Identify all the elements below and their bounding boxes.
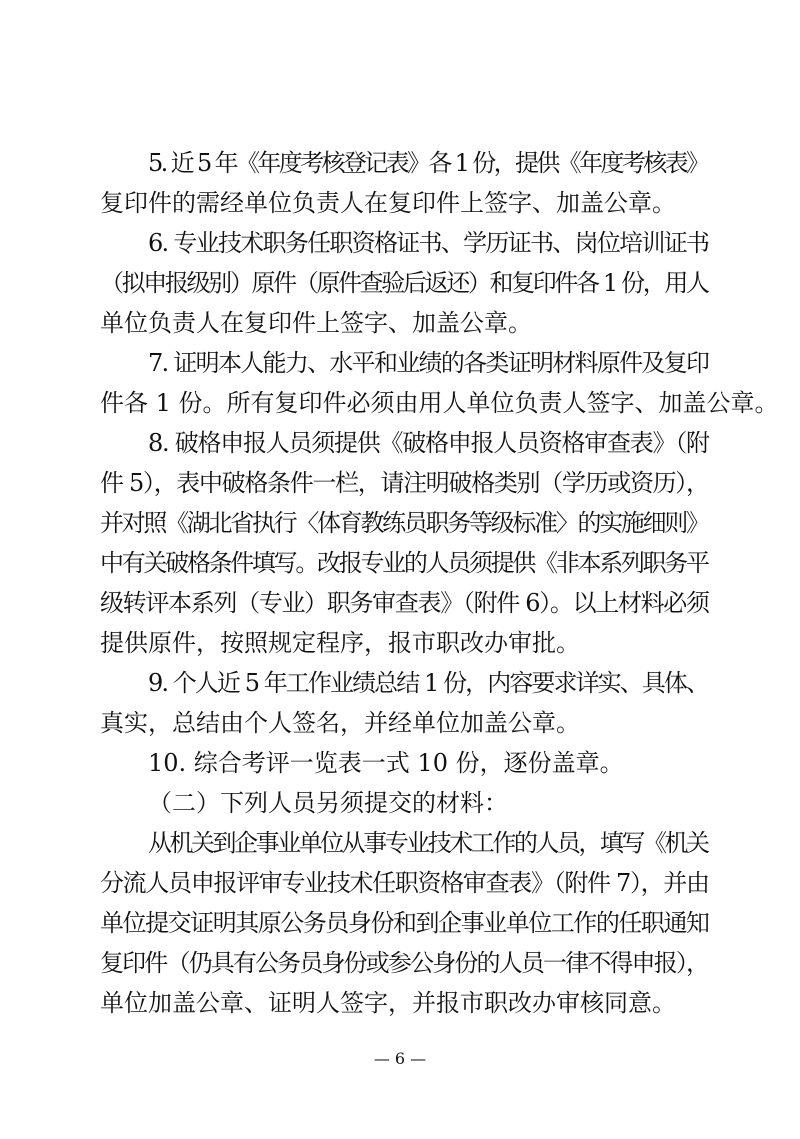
text-line: 真实，总结由个人签名，并经单位加盖公章。 (100, 709, 580, 737)
text-line: 单位提交证明其原公务员身份和到企事业单位工作的任职通知 (100, 909, 709, 937)
paragraph-item-6 (100, 223, 710, 343)
text-line: 件各 1 份。所有复印件必须由用人单位负责人签字、加盖公章。 (100, 389, 779, 417)
section-heading (100, 783, 710, 823)
text-line: 5. 近 5 年《年度考核登记表》各 1 份，提供《年度考核表》 (148, 149, 708, 177)
paragraph-item-9 (100, 663, 710, 743)
text-line: 复印件（仍具有公务员身份或参公身份的人员一律不得申报）， (100, 949, 709, 977)
text-line: 并对照《湖北省执行〈体育教练员职务等级标准〉的实施细则》 (100, 509, 708, 537)
text-line: 9. 个人近 5 年工作业绩总结 1 份，内容要求详实、具体、 (148, 669, 709, 697)
text-line: （拟申报级别）原件（原件查验后返还）和复印件各 1 份，用人 (100, 269, 708, 297)
text-line: 单位加盖公章、证明人签字，并报市职改办审核同意。 (100, 989, 676, 1017)
text-line: 提供原件，按照规定程序，报市职改办审批。 (100, 629, 580, 657)
paragraph-item-7 (100, 343, 779, 423)
text-line: 单位负责人在复印件上签字、加盖公章。 (100, 309, 532, 337)
page-number: — 6 — (373, 1049, 427, 1068)
text-line: 7. 证明本人能力、水平和业绩的各类证明材料原件及复印 (148, 349, 709, 377)
text-line: 分流人员申报评审专业技术任职资格审查表》（附件 7），并由 (100, 869, 709, 897)
section-heading-text: （二）下列人员另须提交的材料： (148, 789, 508, 817)
text-line: 中有关破格条件填写。改报专业的人员须提供《非本系列职务平 (100, 549, 708, 577)
text-line: 复印件的需经单位负责人在复印件上签字、加盖公章。 (100, 189, 676, 217)
document-body (100, 143, 779, 1023)
paragraph-item-5 (100, 143, 710, 223)
text-line: 10. 综合考评一览表一式 10 份，逐份盖章。 (148, 749, 624, 777)
paragraph-item-10 (100, 743, 710, 783)
paragraph-item-8 (100, 423, 710, 663)
text-line: 6. 专业技术职务任职资格证书、学历证书、岗位培训证书 (148, 229, 709, 257)
text-line: 从机关到企事业单位从事专业技术工作的人员，填写《机关 (148, 829, 708, 857)
text-line: 8. 破格申报人员须提供《破格申报人员资格审查表》（附 (148, 429, 709, 457)
text-line: 级转评本系列（专业）职务审查表》（附件 6）。以上材料必须 (100, 589, 709, 617)
paragraph-transferred-staff (100, 823, 710, 1023)
text-line: 件 5），表中破格条件一栏，请注明破格类别（学历或资历）， (100, 469, 709, 497)
